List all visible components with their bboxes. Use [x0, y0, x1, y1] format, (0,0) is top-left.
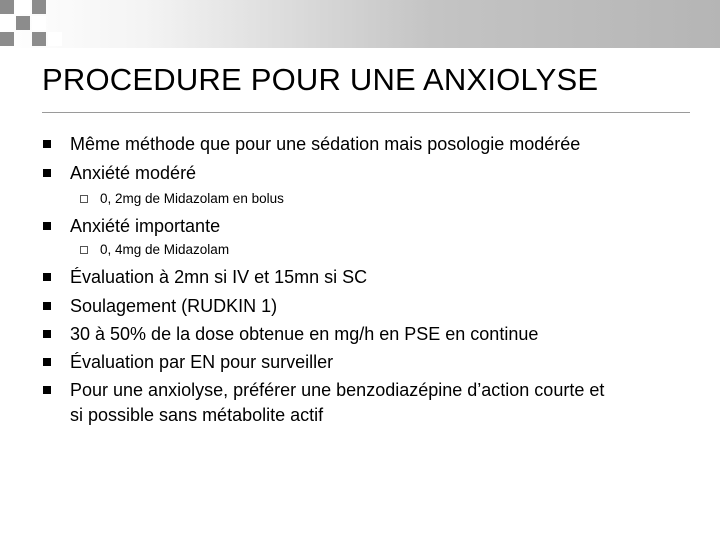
bullet-text: Anxiété modéré — [70, 163, 197, 183]
decor-square — [32, 16, 46, 30]
bullet-text-continuation: si possible sans métabolite actif — [70, 405, 324, 425]
decor-square — [0, 16, 14, 30]
bullet-text: Évaluation à 2mn si IV et 15mn si SC — [70, 267, 368, 287]
square-bullet-icon — [43, 302, 51, 310]
slide-title: PROCEDURE POUR UNE ANXIOLYSE — [42, 62, 599, 97]
square-bullet-icon — [43, 140, 51, 148]
square-bullet-icon — [43, 330, 51, 338]
bullet-text: 30 à 50% de la dose obtenue en mg/h en PSE en continue — [70, 324, 539, 344]
decor-square — [32, 0, 46, 14]
square-bullet-icon — [43, 169, 51, 177]
square-bullet-icon — [43, 386, 51, 394]
title-divider — [42, 112, 690, 113]
decor-square — [0, 32, 14, 46]
decor-square — [32, 32, 46, 46]
bullet-text: Évaluation par EN pour surveiller — [70, 352, 334, 372]
header-gradient-band — [0, 0, 720, 48]
bullet-text: Même méthode que pour une sédation mais posologie modérée — [70, 134, 581, 154]
hollow-square-bullet-icon — [80, 246, 88, 254]
sub-bullet-text: 0, 4mg de Midazolam — [100, 242, 230, 257]
decor-square — [16, 0, 30, 14]
decor-square — [16, 16, 30, 30]
hollow-square-bullet-icon — [80, 195, 88, 203]
square-bullet-icon — [43, 222, 51, 230]
bullet-text: Anxiété importante — [70, 216, 221, 236]
square-bullet-icon — [43, 358, 51, 366]
decor-square — [48, 32, 62, 46]
sub-bullet-text: 0, 2mg de Midazolam en bolus — [100, 191, 284, 206]
square-bullet-icon — [43, 273, 51, 281]
bullet-text: Soulagement (RUDKIN 1) — [70, 296, 278, 316]
bullet-text: Pour une anxiolyse, préférer une benzodiazépine d’action courte et — [70, 380, 605, 400]
decor-square — [0, 0, 14, 14]
